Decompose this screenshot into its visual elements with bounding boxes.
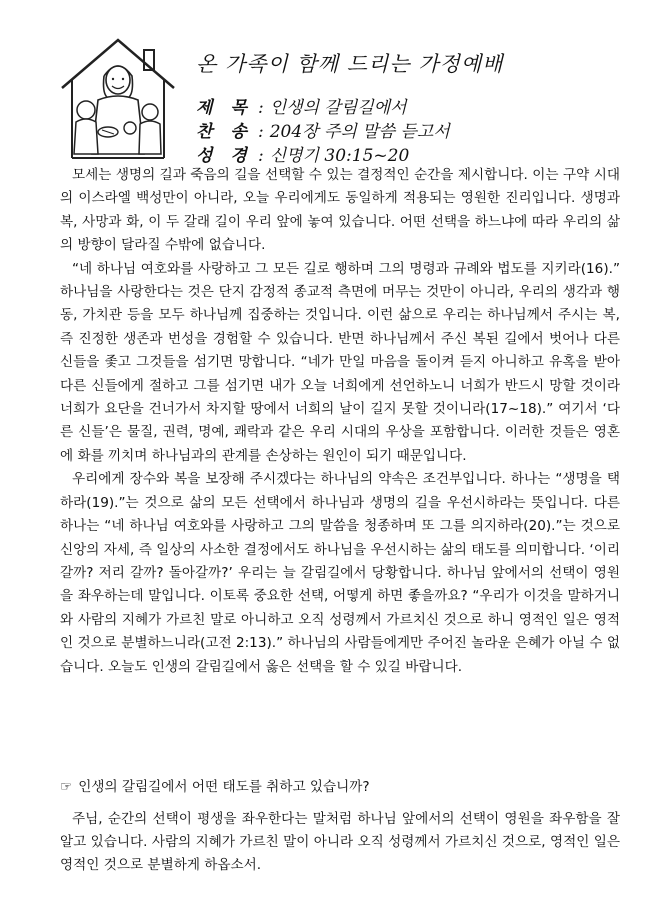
worship-header	[0, 0, 663, 170]
scripture-value: 신명기 30:15~20	[269, 146, 410, 166]
subject-line: 제 목 : 인생의 갈림길에서	[196, 93, 407, 118]
question-text: 인생의 갈림길에서 어떤 태도를 취하고 있습니까?	[78, 779, 370, 795]
subject-label: 제 목	[196, 98, 253, 118]
paragraph-3: 우리에게 장수와 복을 보장해 주시겠다는 하나님의 약속은 조건부입니다. 하나는 “생명을 택하라(19).”는 것으로 삶의 모든 선택에서 하나님과 생명의 길을 우선시하라는 뜻입니다. 다른 하나는 “네 하나님 여호와를 사랑하고 그의 말씀을 청종하며 또 그를 의지하라(20).”는 것으로 신앙의 자세, 즉 일상의 사소한 결정에서도 하나님을 우선시하는 삶의 태도를 의미합니다. ‘이리 갈까? 저리 갈까? 돌아갈까?’ 우리는 늘 갈림길에서 당황합니다. 하나님 앞에서의 선택이 영원을 좌우하는데 말입니다. 이토록 중요한 선택, 어떻게 하면 좋을까요? “우리가 이것을 말하거니와 사람의 지혜가 가르친 말로 아니하고 오직 성령께서 가르치신 것으로 하니 영적인 일은 영적인 것으로 분별하느니라(고전 2:13).” 하나님의 사람들에게만 주어진 놀라운 은혜가 아닐 수 없습니다. 오늘도 인생의 갈림길에서 옳은 선택을 할 수 있길 바랍니다.	[60, 471, 620, 675]
hymn-line: 찬 송 : 204장 주의 말씀 듣고서	[196, 117, 450, 142]
paragraph-1: 모세는 생명의 길과 죽음의 길을 선택할 수 있는 결정적인 순간을 제시합니다. 이는 구약 시대의 이스라엘 백성만이 아니라, 오늘 우리에게도 동일하게 적용되는 영원한 진리입니다. 생명과 복, 사망과 화, 이 두 갈래 길이 우리 앞에 놓여 있습니다. 어떤 선택을 하느냐에 따라 우리의 삶의 방향이 달라질 수밖에 없습니다.	[60, 167, 620, 254]
scripture-line: 성 경 : 신명기 30:15~20	[196, 141, 409, 166]
hymn-label: 찬 송	[196, 122, 253, 142]
sermon-body	[60, 164, 620, 679]
scripture-label: 성 경	[196, 146, 253, 166]
paragraph-2: “네 하나님 여호와를 사랑하고 그 모든 길로 행하며 그의 명령과 규례와 법도를 지키라(16).” 하나님을 사랑한다는 것은 단지 감정적 종교적 측면에 머무는 것만이 아니라, 우리의 생각과 행동, 가치관 등을 모두 하나님께 집중하는 것입니다. 이런 삶으로 우리는 하나님께서 주시는 복, 즉 진정한 생존과 번성을 경험할 수 있습니다. 반면 하나님께서 주신 복된 길에서 벗어나 다른 신들을 좇고 그것들을 섬기면 망합니다. “네가 만일 마음을 돌이켜 듣지 아니하고 유혹을 받아 다른 신들에게 절하고 그를 섬기면 내가 오늘 너희에게 선언하노니 너희가 반드시 망할 것이라 너희가 요단을 건너가서 차지할 땅에서 너희의 날이 길지 못할 것이니라(17~18).” 여기서 ‘다른 신들’은 물질, 권력, 명예, 쾌락과 같은 우리 시대의 우상을 포함합니다. 이러한 것들은 영혼에 화를 끼치며 하나님과의 관계를 손상하는 원인이 되기 때문입니다.	[60, 260, 620, 464]
reflection-question	[60, 775, 620, 795]
worship-title: 온 가족이 함께 드리는 가정예배	[196, 52, 504, 76]
family-worship-illustration	[58, 36, 178, 162]
hymn-value: 204장 주의 말씀 듣고서	[269, 122, 450, 142]
closing-prayer: 주님, 순간의 선택이 평생을 좌우한다는 말처럼 하나님 앞에서의 선택이 영원을 좌우함을 잘 알고 있습니다. 사람의 지혜가 가르친 말이 아니라 오직 성령께서 가르치신 것으로, 영적인 일은 영적인 것으로 분별하게 하옵소서.	[60, 811, 620, 873]
subject-value: 인생의 갈림길에서	[269, 98, 407, 118]
pointing-hand-icon: ☞	[60, 779, 73, 795]
